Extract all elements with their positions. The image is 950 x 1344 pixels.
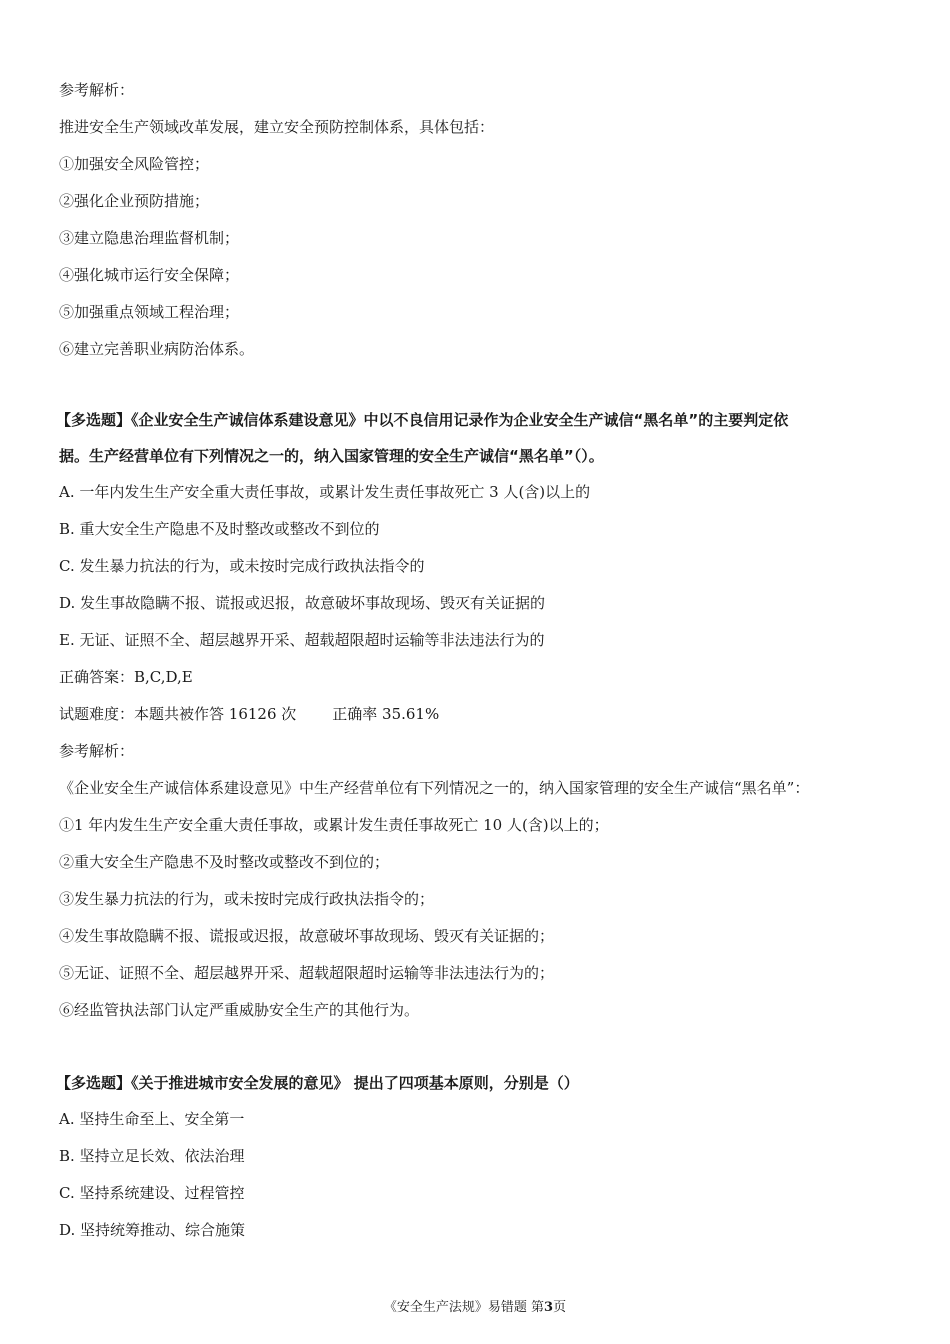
analysis-item: ②重大安全生产隐患不及时整改或整改不到位的； [59,853,390,871]
option-a: A. 一年内发生生产安全重大责任事故，或累计发生责任事故死亡 3 人(含)以上的 [59,483,591,501]
analysis-item: ⑤无证、证照不全、超层越界开采、超载超限超时运输等非法违法行为的； [59,964,555,982]
option-b: B. 坚持立足长效、依法治理 [59,1147,245,1165]
question-title [56,402,899,438]
question-title [56,1065,899,1101]
option-d: D. 坚持统筹推动、综合施策 [59,1221,246,1239]
analysis-label: 参考解析： [59,742,135,760]
analysis-item: ⑥建立完善职业病防治体系。 [59,340,255,358]
option-c: C. 坚持系统建设、过程管控 [59,1184,245,1202]
option-d: D. 发生事故隐瞒不报、谎报或迟报，故意破坏事故现场、毁灭有关证据的 [59,594,546,612]
difficulty-count: 试题难度：本题共被作答 16126 次 [59,705,297,723]
analysis-item: ④强化城市运行安全保障； [59,266,240,284]
page-number: 3 [544,1300,554,1315]
analysis-item: ⑤加强重点领域工程治理； [59,303,240,321]
correct-answer: 正确答案：B,C,D,E [59,668,193,686]
footer-suffix: 页 [553,1300,567,1315]
question-title-line2: 据。生产经营单位有下列情况之一的，纳入国家管理的安全生产诚信“黑名单”（）。 [59,447,604,465]
question-title-line1: 《企业安全生产诚信体系建设意见》中以不良信用记录作为企业安全生产诚信“黑名单”的主要判定依 [131,411,789,429]
question-title-text: 《关于推进城市安全发展的意见》 提出了四项基本原则，分别是（） [131,1074,579,1092]
accuracy-rate: 正确率 35.61% [332,705,440,723]
analysis-item: ②强化企业预防措施； [59,192,210,210]
question-type-tag: 【多选题】 [56,411,132,429]
option-b: B. 重大安全生产隐患不及时整改或整改不到位的 [59,520,380,538]
difficulty-line [59,696,899,733]
option-c: C. 发生暴力抗法的行为，或未按时完成行政执法指令的 [59,557,425,575]
option-a: A. 坚持生命至上、安全第一 [59,1110,245,1128]
question-type-tag: 【多选题】 [56,1074,132,1092]
page-footer [0,1298,950,1318]
analysis-item: ③发生暴力抗法的行为，或未按时完成行政执法指令的； [59,890,435,908]
analysis-item: ①1 年内发生生产安全重大责任事故，或累计发生责任事故死亡 10 人(含)以上的； [59,816,609,834]
analysis-item: ③建立隐患治理监督机制； [59,229,240,247]
analysis-intro: 推进安全生产领域改革发展，建立安全预防控制体系，具体包括： [59,118,495,136]
section-spacer [59,368,899,402]
document-page [56,72,899,1249]
option-e: E. 无证、证照不全、超层越界开采、超载超限超时运输等非法违法行为的 [59,631,545,649]
analysis-item: ④发生事故隐瞒不报、谎报或迟报，故意破坏事故现场、毁灭有关证据的； [59,927,555,945]
analysis-item: ⑥经监管执法部门认定严重威胁安全生产的其他行为。 [59,1001,420,1019]
analysis-intro: 《企业安全生产诚信体系建设意见》中生产经营单位有下列情况之一的，纳入国家管理的安全生产诚信“黑名单”： [59,779,810,797]
analysis-label: 参考解析： [59,81,135,99]
footer-text: 《安全生产法规》易错题 第 [383,1300,545,1315]
analysis-item: ①加强安全风险管控； [59,155,210,173]
section-spacer [59,1029,899,1065]
